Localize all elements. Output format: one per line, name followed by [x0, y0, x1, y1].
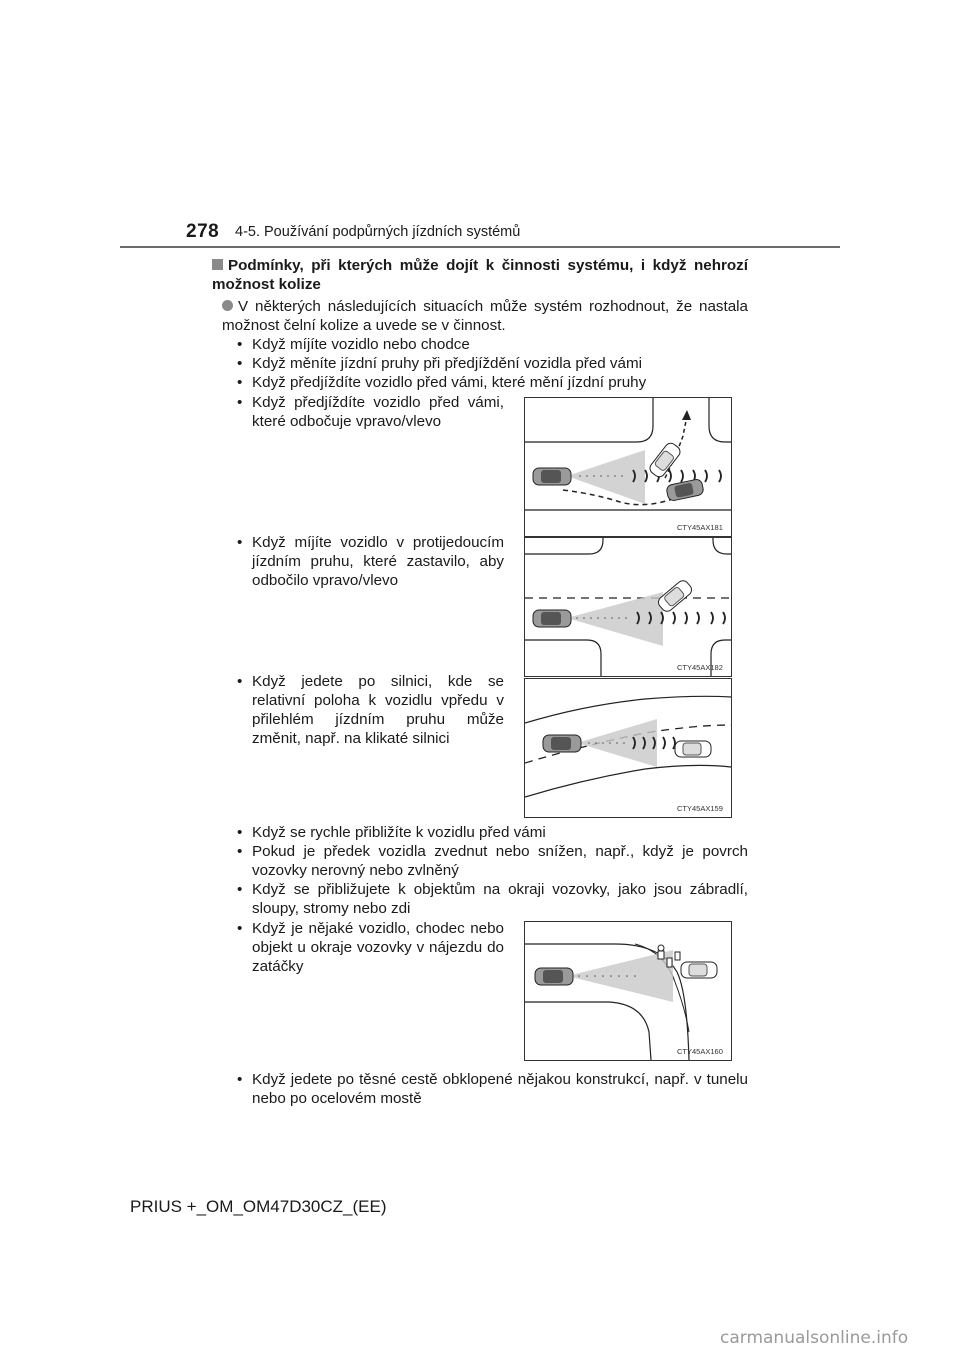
circle-bullet-icon [222, 300, 233, 311]
figure-item-2-text: • Když míjíte vozidlo v protijedoucím jízdním pruhu, které zastavilo, aby odbočilo vpravo/vlevo [237, 534, 504, 589]
header-rule [120, 246, 840, 248]
figure-4-diagram [524, 921, 732, 1061]
bullet-list-middle [237, 823, 748, 918]
section-heading: Podmínky, při kterých může dojít k činnosti systému, i když nehrozí možnost kolize [212, 257, 748, 293]
figure-item-1-text: • Když předjíždíte vozidlo před vámi, které odbočuje vpravo/vlevo [237, 394, 504, 430]
list-item: • Když míjíte vozidlo nebo chodce [237, 336, 470, 353]
footer-doc-code: PRIUS +_OM_OM47D30CZ_(EE) [130, 1197, 387, 1216]
list-item: • Pokud je předek vozidla zvednut nebo snížen, např., když je povrch vozovky nerovný nebo zvlněný [237, 843, 748, 879]
svg-text:CTY45AX181: CTY45AX181 [677, 523, 723, 532]
section-title: 4-5. Používání podpůrných jízdních systémů [235, 224, 521, 240]
figure-2-diagram [524, 537, 732, 677]
intro-paragraph: V některých následujících situacích může systém rozhodnout, že nastala možnost čelní kolize a uvede se v činnost. [222, 298, 748, 334]
watermark: carmanualsonline.info [720, 1328, 909, 1348]
svg-text:CTY45AX159: CTY45AX159 [677, 804, 723, 813]
page-number: 278 [186, 221, 220, 242]
figure-item-4-text: • Když je nějaké vozidlo, chodec nebo objekt u okraje vozovky v nájezdu do zatáčky [237, 920, 504, 975]
bullet-list-top [237, 335, 748, 392]
figure-3-diagram [524, 678, 732, 818]
figure-1-diagram [524, 397, 732, 537]
figure-item-3-text: • Když jedete po silnici, kde se relativní poloha k vozidlu vpředu v přilehlém jízdním pruhu může změnit, např. na klikaté silnici [237, 673, 504, 747]
square-bullet-icon [212, 259, 223, 270]
list-item: • Když se přibližujete k objektům na okraji vozovky, jako jsou zábradlí, sloupy, stromy nebo zdi [237, 881, 748, 917]
svg-text:CTY45AX182: CTY45AX182 [677, 663, 723, 672]
svg-text:CTY45AX160: CTY45AX160 [677, 1047, 723, 1056]
list-item: • Když měníte jízdní pruhy při předjíždění vozidla před vámi [237, 355, 643, 372]
list-item: • Když se rychle přibližíte k vozidlu před vámi [237, 824, 546, 841]
bullet-last: • Když jedete po těsné cestě obklopené nějakou konstrukcí, např. v tunelu nebo po ocelovém mostě [237, 1071, 748, 1107]
list-item: • Když předjíždíte vozidlo před vámi, které mění jízdní pruhy [237, 374, 647, 391]
